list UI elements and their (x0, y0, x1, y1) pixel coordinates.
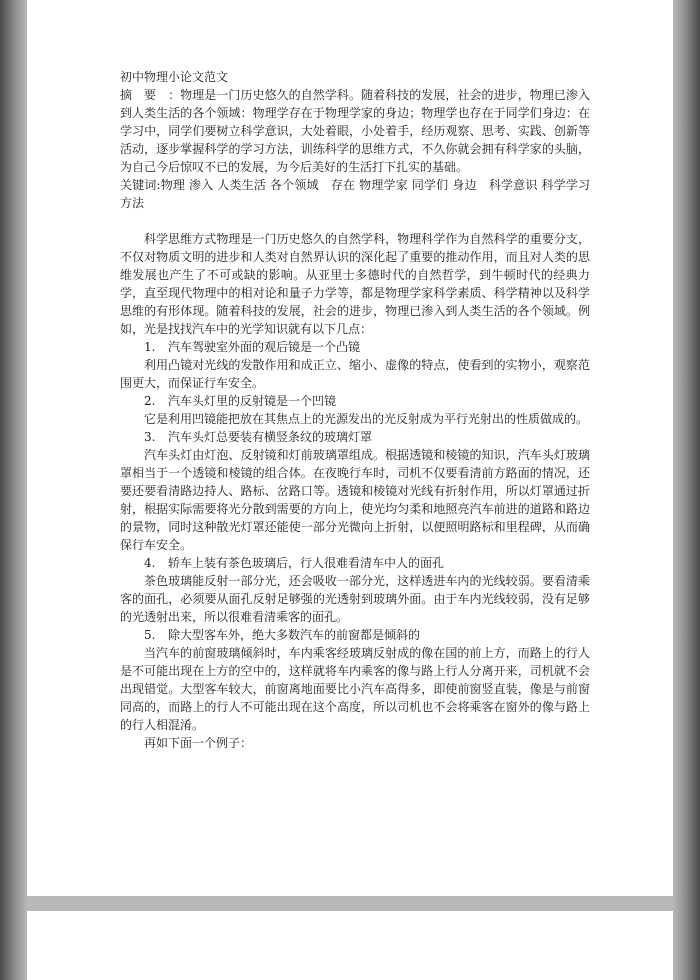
item-text: 茶色玻璃能反射一部分光，还会吸收一部分光，这样透进车内的光线较弱。要看清乘客的面孔，必须要从面孔反射足够强的光透射到玻璃外面。由于车内光线较弱，没有足够的光透射出来，所以很难看清乘客的面孔。 (120, 574, 590, 624)
item-number: 5. (144, 628, 156, 642)
document-content (120, 68, 590, 752)
item-number: 3. (144, 430, 156, 444)
item-text: 汽车头灯由灯泡、反射镜和灯前玻璃罩组成。根据透镜和棱镜的知识，汽车头灯玻璃罩相当于一个透镜和棱镜的组合体。在夜晚行车时，司机不仅要看清前方路面的情况，还要还要看清路边持人、路标、岔路口等。透镜和棱镜对光线有折射作用，所以灯罩通过折射，根据实际需要将光分散到需要的方向上，使光均匀柔和地照亮汽车前进的道路和路边的景物，同时这种散光灯罩还能使一部分光微向上折射，以便照明路标和里程碑，从而确保行车安全。 (120, 448, 590, 552)
item-heading-text: 汽车头灯总要装有横竖条纹的玻璃灯罩 (168, 430, 373, 444)
document-title: 初中物理小论文范文 (120, 70, 229, 84)
keywords-paragraph: 关键词:物理 渗入 人类生活 各个领域 存在 物理学家 同学们 身边 科学意识 科学学习方法 (120, 178, 590, 210)
item-heading (120, 428, 590, 446)
intro-paragraph: 科学思维方式物理是一门历史悠久的自然学科，物理科学作为自然科学的重要分支，不仅对物质文明的进步和人类对自然界认识的深化起了重要的推动作用，而且对人类的思维发展也产生了不可或缺的影响。从亚里士多德时代的自然哲学，到牛顿时代的经典力学，直至现代物理中的相对论和量子力学等，都是物理学家科学素质、科学精神以及科学思维的有形体现。随着科技的发展，社会的进步，物理已渗入到人类生活的各个领域。例如，光是找找汽车中的光学知识就有以下几点： (120, 232, 590, 336)
list-item (120, 554, 590, 626)
closing-line: 再如下面一个例子： (144, 736, 253, 750)
document-page-1 (27, 0, 673, 896)
abstract-text: ：物理是一门历史悠久的自然学科。随着科技的发展，社会的进步，物理已渗入到人类生活的各个领域：物理学存在于物理学家的身边；物理学也存在于同学们身边：在学习中，同学们要树立科学意识，大处着眼，小处着手，经历观察、思考、实践、创新等活动，逐步掌握科学的学习方法，训练科学的思维方式，不久你就会拥有科学家的头脑，为自己今后惊叹不已的发展，为今后美好的生活打下扎实的基础。 (120, 88, 590, 174)
item-number: 4. (144, 556, 156, 570)
item-heading (120, 392, 590, 410)
document-body (120, 230, 590, 752)
list-item (120, 392, 590, 428)
item-text: 当汽车的前窗玻璃倾斜时，车内乘客经玻璃反射成的像在国的前上方，而路上的行人是不可能出现在上方的空中的，这样就将车内乘客的像与路上行人分离开来，司机就不会出现错觉。大型客车较大，前窗离地面要比小汽车高得多，即使前窗竖直装，像是与前窗同高的，而路上的行人不可能出现在这个高度，所以司机也不会将乘客在窗外的像与路上的行人相混淆。 (120, 646, 590, 732)
abstract-paragraph (120, 86, 590, 176)
item-heading (120, 554, 590, 572)
item-text: 利用凸镜对光线的发散作用和成正立、缩小、虚像的特点，使看到的实物小，观察范围更大，而保证行车安全。 (120, 358, 590, 390)
list-item (120, 338, 590, 392)
item-text: 它是利用凹镜能把放在其焦点上的光源发出的光反射成为平行光射出的性质做成的。 (144, 412, 589, 426)
abstract-label: 摘要 (120, 88, 169, 102)
item-heading-text: 除大型客车外，绝大多数汽车的前窗都是倾斜的 (168, 628, 421, 642)
item-heading (120, 626, 590, 644)
item-number: 2. (144, 394, 156, 408)
item-heading (120, 338, 590, 356)
list-item (120, 626, 590, 734)
item-heading-text: 汽车驾驶室外面的观后镜是一个凸镜 (168, 340, 361, 354)
item-number: 1. (144, 340, 156, 354)
item-heading-text: 轿车上装有茶色玻璃后，行人很难看清车中人的面孔 (168, 556, 445, 570)
item-heading-text: 汽车头灯里的反射镜是一个凹镜 (168, 394, 337, 408)
list-item (120, 428, 590, 554)
document-page-2 (27, 911, 673, 980)
